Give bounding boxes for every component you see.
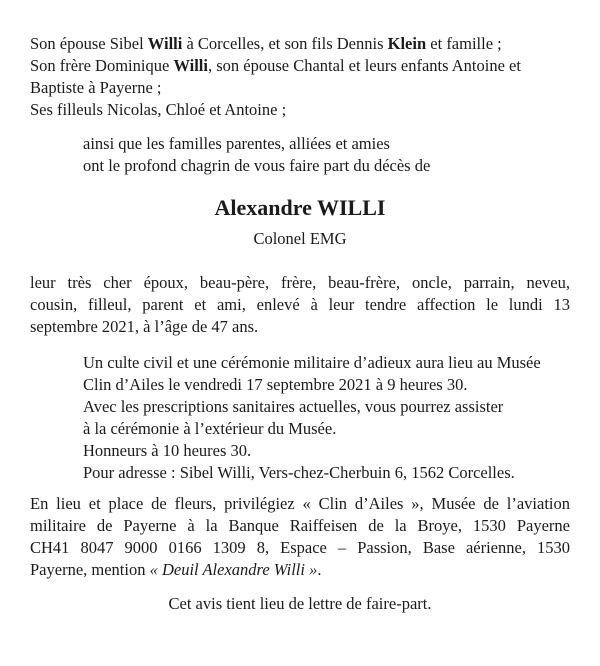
donations-line-4 — [30, 559, 570, 581]
donations-section — [30, 493, 570, 581]
grief-line-1: ainsi que les familles parentes, alliées et amies — [83, 134, 390, 153]
deceased-name: Alexandre WILLI — [214, 195, 386, 220]
family-intro-section — [30, 33, 570, 121]
intro-line-4: Ses filleuls Nicolas, Chloé et Antoine ; — [30, 100, 287, 119]
surname-willi-bold: Willi — [147, 34, 183, 53]
ceremony-line-3: Avec les prescriptions sanitaires actuelles, vous pourrez assister — [83, 397, 504, 416]
tribute-line-2: cousin, filleul, parent et ami, enlevé à leur tendre affection le lundi 13 — [30, 295, 570, 314]
tribute-line-1: leur très cher époux, beau-père, frère, beau-frère, oncle, parrain, neveu, — [30, 273, 570, 292]
ceremony-line-6: Pour adresse : Sibel Willi, Vers-chez-Cherbuin 6, 1562 Corcelles. — [83, 463, 515, 482]
ceremony-line-2: Clin d’Ailes le vendredi 17 septembre 2021 à 9 heures 30. — [83, 375, 468, 394]
tribute-section — [30, 272, 570, 338]
tribute-line-3: septembre 2021, à l’âge de 47 ans. — [30, 317, 259, 336]
intro-line-2-post: , son épouse Chantal et leurs enfants Antoine et — [207, 56, 521, 75]
donations-line-2: militaire de Payerne à la Banque Raiffeisen de la Broye, 1530 Payerne — [30, 516, 570, 535]
donations-line-3: CH41 8047 9000 0166 1309 8, Espace – Passion, Base aérienne, 1530 — [30, 538, 570, 557]
intro-line-3: Baptiste à Payerne ; — [30, 78, 162, 97]
donations-line-4-pre: Payerne, mention — [30, 560, 150, 579]
intro-line-1 — [30, 33, 570, 55]
intro-line-2-pre: Son frère Dominique — [30, 56, 174, 75]
ceremony-details-section — [83, 352, 570, 484]
intro-line-2 — [30, 55, 570, 77]
deceased-rank: Colonel EMG — [253, 229, 347, 248]
donations-line-4-post: . — [317, 560, 322, 579]
donations-line-1: En lieu et place de fleurs, privilégiez « Clin d’Ailes », Musée de l’aviation — [30, 494, 570, 513]
grief-statement-section — [83, 133, 570, 177]
intro-line-1-mid: à Corcelles, et son fils Dennis — [182, 34, 388, 53]
intro-line-1-post: et famille ; — [426, 34, 502, 53]
intro-line-1-pre: Son épouse Sibel — [30, 34, 148, 53]
obituary-notice — [30, 33, 570, 615]
surname-klein-bold: Klein — [387, 34, 427, 53]
grief-line-2: ont le profond chagrin de vous faire part du décès de — [83, 156, 431, 175]
ceremony-line-5: Honneurs à 10 heures 30. — [83, 441, 252, 460]
ceremony-line-4: à la cérémonie à l’extérieur du Musée. — [83, 419, 337, 438]
surname-willi-bold-2: Willi — [173, 56, 208, 75]
memorial-mention-italic: « Deuil Alexandre Willi » — [149, 560, 318, 579]
closing-statement: Cet avis tient lieu de lettre de faire-part. — [168, 594, 432, 613]
ceremony-line-1: Un culte civil et une cérémonie militaire d’adieux aura lieu au Musée — [83, 353, 541, 372]
